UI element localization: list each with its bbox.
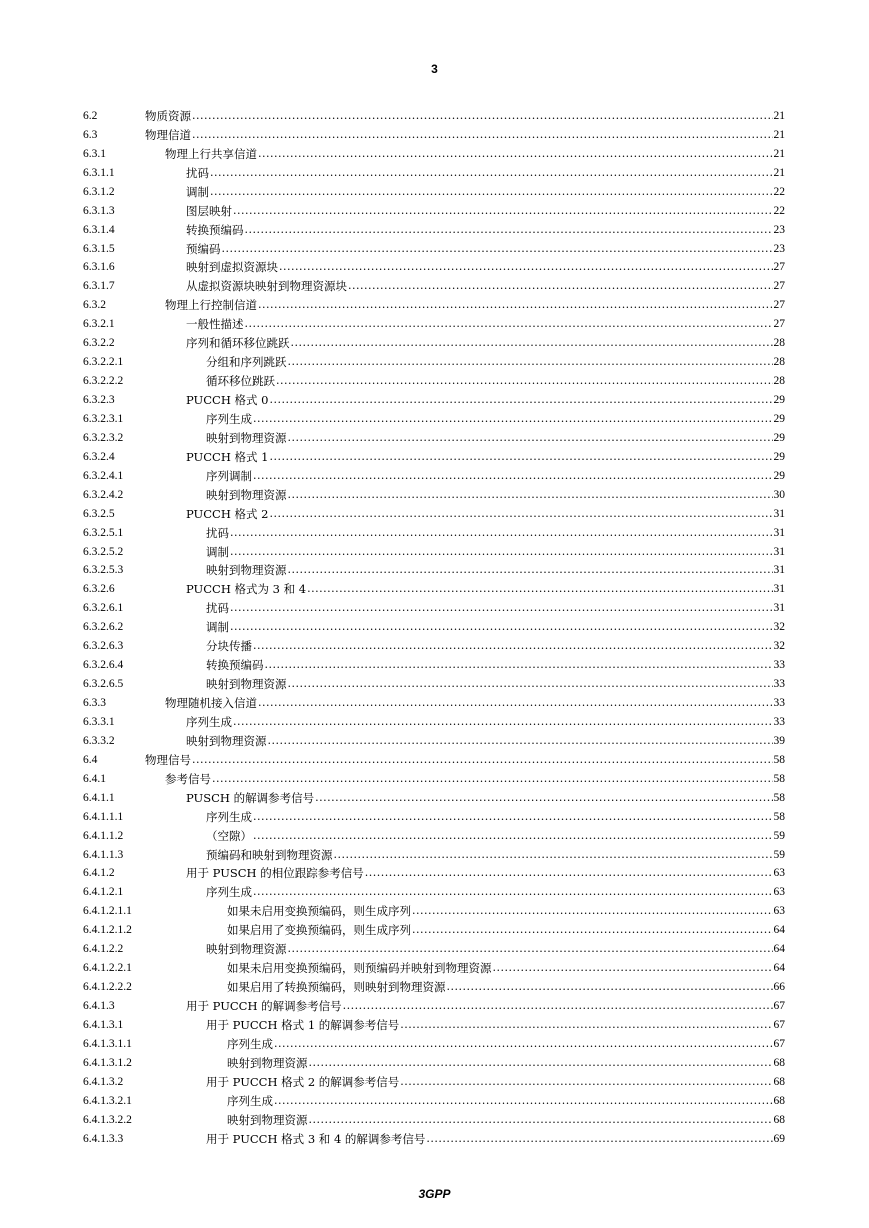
toc-entry[interactable] [83,256,785,275]
toc-entry-number: 6.4.1.2.2 [83,943,124,956]
toc-entry-page: 58 [773,791,785,804]
toc-entry-page: 28 [773,375,785,388]
toc-entry-number: 6.3.2.6.3 [83,640,124,653]
toc-entry-number: 6.4.1.3.2.2 [83,1113,132,1126]
toc-entry-number: 6.3.2.6 [83,583,115,596]
toc-dot-leader [253,639,773,653]
toc-entry[interactable] [83,824,785,843]
toc-entry-title: 映射到物理资源 [206,430,287,445]
toc-dot-leader [233,204,773,218]
toc-dot-leader [493,961,773,975]
toc-entry-title: 物理上行控制信道 [165,298,257,313]
toc-dot-leader [258,298,773,312]
toc-entry-number: 6.3.2.3.2 [83,431,124,444]
toc-entry-title: 序列生成 [227,1036,273,1051]
toc-entry-number: 6.3.1.4 [83,223,115,236]
toc-entry-title: 序列生成 [186,714,232,729]
toc-dot-leader [210,166,773,180]
toc-dot-leader [253,810,773,824]
toc-entry[interactable] [83,634,785,653]
toc-dot-leader [288,563,773,577]
toc-entry[interactable] [83,615,785,634]
toc-entry-number: 6.4.1.2.1 [83,886,124,899]
toc-entry-number: 6.3.3 [83,697,106,709]
toc-dot-leader [192,109,773,123]
toc-entry-title: 用于 PUCCH 格式 2 的解调参考信号 [206,1074,400,1089]
toc-entry-number: 6.4.1.2.2.2 [83,981,132,994]
toc-entry-title: 用于 PUCCH 格式 3 和 4 的解调参考信号 [206,1131,426,1146]
toc-entry[interactable] [83,918,785,937]
toc-dot-leader [426,1132,772,1146]
toc-dot-leader [192,128,773,142]
toc-entry-number: 6.3.2.5.3 [83,564,124,577]
toc-entry-title: 物理上行共享信道 [165,146,257,161]
toc-entry-number: 6.4.1.3 [83,1000,115,1012]
toc-entry-number: 6.3.2.6.5 [83,678,124,691]
toc-dot-leader [268,734,773,748]
toc-entry-number: 6.3.1.5 [83,242,115,255]
toc-entry-page: 67 [773,1018,785,1031]
toc-entry[interactable] [83,218,785,237]
toc-entry-number: 6.4.1.2.1.1 [83,905,132,918]
toc-entry-page: 31 [773,526,785,539]
toc-dot-leader [265,658,773,672]
toc-entry[interactable] [83,1013,785,1032]
toc-entry-number: 6.3.2.3 [83,394,115,406]
toc-entry-page: 33 [773,659,785,672]
toc-entry-page: 64 [773,924,785,937]
toc-entry[interactable] [83,161,785,180]
toc-entry-number: 6.3.2.5.2 [83,545,124,558]
toc-entry[interactable] [83,1070,785,1089]
toc-entry-title: PUCCH 格式 2 [186,506,269,521]
toc-entry-number: 6.4.1.2 [83,867,115,880]
toc-entry-page: 21 [773,147,785,160]
toc-entry-page: 67 [773,1037,785,1050]
toc-dot-leader [309,1056,773,1070]
toc-entry-page: 63 [773,867,785,880]
toc-entry-page: 59 [773,848,785,861]
toc-entry-number: 6.3.2.4.2 [83,488,124,501]
toc-entry-page: 21 [773,109,785,122]
toc-entry[interactable] [83,710,785,729]
toc-dot-leader [258,147,773,161]
toc-entry-title: 扰码 [206,525,229,540]
toc-entry[interactable] [83,502,785,521]
toc-entry-number: 6.4.1.1.2 [83,829,124,842]
toc-entry-page: 39 [773,734,785,747]
toc-entry-number: 6.4.1.2.2.1 [83,962,132,975]
toc-entry-title: 从虚拟资源块映射到物理资源块 [186,279,347,294]
toc-entry-page: 29 [773,431,785,444]
toc-dot-leader [348,279,773,293]
toc-entry-page: 69 [773,1132,785,1145]
toc-dot-leader [253,885,773,899]
toc-entry-page: 31 [773,583,785,596]
toc-entry[interactable] [83,142,785,161]
toc-dot-leader [412,923,773,937]
toc-entry-page: 64 [773,962,785,975]
page-number: 3 [431,62,438,76]
toc-dot-leader [274,1037,773,1051]
toc-entry-number: 6.3.1.3 [83,204,115,217]
toc-entry-number: 6.4.1 [83,772,106,785]
toc-entry-number: 6.3.1.1 [83,166,115,179]
toc-entry-title: 映射到物理资源 [227,1112,308,1127]
toc-dot-leader [400,1075,772,1089]
toc-entry-title: 序列调制 [206,468,252,483]
toc-entry-page: 28 [773,337,785,350]
toc-entry[interactable] [83,805,785,824]
toc-entry-title: （空隙） [206,828,252,843]
toc-entry-title: 物理信道 [145,127,191,142]
toc-entry-page: 33 [773,697,785,709]
toc-entry-title: 序列生成 [206,411,252,426]
toc-entry-number: 6.4.1.1.1 [83,810,124,823]
toc-dot-leader [309,1113,773,1127]
toc-entry-page: 27 [773,318,785,331]
toc-entry-title: 如果启用了转换预编码，则映射到物理资源 [227,980,446,995]
toc-entry-title: 用于 PUSCH 的相位跟踪参考信号 [186,866,364,881]
toc-entry-title: 序列生成 [206,885,252,900]
toc-entry[interactable] [83,483,785,502]
toc-entry[interactable] [83,899,785,918]
toc-entry[interactable] [83,123,785,142]
toc-entry-number: 6.3.1.2 [83,185,115,198]
toc-entry-page: 28 [773,356,785,369]
toc-entry-page: 29 [773,450,785,463]
toc-entry-page: 29 [773,394,785,406]
toc-entry[interactable] [83,862,785,881]
toc-entry-page: 22 [773,204,785,217]
toc-dot-leader [334,848,773,862]
toc-entry-page: 27 [773,280,785,293]
toc-entry-number: 6.3.2.6.1 [83,602,124,615]
toc-entry-title: 调制 [206,620,229,635]
toc-entry-number: 6.3.3.2 [83,734,115,747]
toc-dot-leader [365,866,773,880]
toc-entry-page: 68 [773,1113,785,1126]
toc-entry-page: 23 [773,223,785,236]
toc-dot-leader [258,696,773,710]
toc-entry-title: 转换预编码 [206,658,264,673]
toc-entry[interactable] [83,975,785,994]
toc-entry-title: 调制 [186,184,209,199]
toc-dot-leader [412,904,773,918]
toc-entry[interactable] [83,445,785,464]
toc-entry[interactable] [83,521,785,540]
toc-entry-number: 6.3.1.7 [83,280,115,293]
toc-entry-title: 预编码 [186,241,221,256]
toc-entry-page: 31 [773,564,785,577]
toc-entry-number: 6.3.2.5 [83,507,115,520]
toc-dot-leader [212,772,773,786]
toc-entry[interactable] [83,880,785,899]
toc-entry-page: 21 [773,166,785,179]
toc-entry[interactable] [83,937,785,956]
toc-entry[interactable] [83,237,785,256]
toc-dot-leader [253,469,773,483]
toc-dot-leader [269,450,772,464]
toc-dot-leader [291,336,773,350]
toc-entry-number: 6.3.2.2 [83,337,115,350]
toc-dot-leader [447,980,773,994]
toc-entry-page: 32 [773,640,785,653]
toc-entry[interactable] [83,293,785,312]
toc-entry[interactable] [83,1032,785,1051]
toc-entry-number: 6.3.2.6.2 [83,621,124,634]
toc-entry-page: 29 [773,412,785,425]
toc-entry[interactable] [83,388,785,407]
toc-entry-page: 31 [773,602,785,615]
toc-entry-page: 68 [773,1075,785,1088]
footer-label: 3GPP [418,1187,451,1201]
toc-entry-title: 映射到物理资源 [186,733,267,748]
toc-entry-page: 66 [773,981,785,994]
toc-dot-leader [274,1094,773,1108]
toc-dot-leader [288,677,773,691]
toc-entry-number: 6.2 [83,109,98,122]
toc-entry-page: 33 [773,678,785,691]
toc-dot-leader [233,715,773,729]
toc-entry[interactable] [83,729,785,748]
toc-entry-number: 6.4.1.3.1 [83,1018,124,1031]
toc-entry[interactable] [83,312,785,331]
toc-dot-leader [230,545,773,559]
toc-entry-title: 序列生成 [227,1093,273,1108]
toc-entry-page: 68 [773,1056,785,1069]
toc-dot-leader [230,601,773,615]
toc-dot-leader [288,942,773,956]
toc-entry-title: 物理随机接入信道 [165,696,257,710]
toc-entry-number: 6.3.2.4 [83,450,115,463]
toc-entry-page: 27 [773,261,785,274]
toc-entry-page: 64 [773,943,785,956]
toc-entry-title: 物质资源 [145,108,191,123]
toc-entry-number: 6.4.1.3.3 [83,1132,124,1145]
toc-entry[interactable] [83,577,785,596]
toc-entry-page: 67 [773,1000,785,1012]
toc-dot-leader [210,185,773,199]
toc-entry[interactable] [83,331,785,350]
toc-entry-page: 58 [773,753,785,766]
toc-entry-number: 6.4.1.3.2 [83,1075,124,1088]
toc-entry-number: 6.3.2.6.4 [83,659,124,672]
toc-entry[interactable] [83,464,785,483]
toc-entry-page: 31 [773,507,785,520]
toc-entry-title: 扰码 [206,601,229,616]
toc-entry-number: 6.4.1.2.1.2 [83,924,132,937]
toc-dot-leader [245,223,773,237]
toc-entry-title: 映射到物理资源 [227,1055,308,1070]
toc-entry-title: 映射到物理资源 [206,942,287,957]
toc-entry-number: 6.3.3.1 [83,715,115,728]
toc-entry[interactable] [83,994,785,1013]
toc-entry[interactable] [83,653,785,672]
toc-entry[interactable] [83,407,785,426]
toc-entry-title: 如果启用了变换预编码，则生成序列 [227,923,411,938]
toc-entry-title: 序列生成 [206,809,252,824]
toc-dot-leader [192,753,773,767]
toc-entry-number: 6.4.1.1 [83,791,115,804]
toc-entry[interactable] [83,1127,785,1146]
toc-entry-title: 图层映射 [186,203,232,218]
toc-entry-page: 23 [773,242,785,255]
toc-entry-page: 31 [773,545,785,558]
toc-entry[interactable] [83,672,785,691]
toc-entry-title: 调制 [206,544,229,559]
toc-entry-title: 分块传播 [206,639,252,654]
toc-dot-leader [253,412,773,426]
toc-entry-title: 如果未启用变换预编码，则生成序列 [227,904,411,919]
toc-entry[interactable] [83,104,785,123]
toc-entry-title: 如果未启用变换预编码，则预编码并映射到物理资源 [227,961,492,976]
toc-entry-page: 22 [773,185,785,198]
toc-entry[interactable] [83,180,785,199]
toc-entry-number: 6.3 [83,128,98,141]
toc-dot-leader [315,791,772,805]
toc-entry-page: 68 [773,1094,785,1107]
toc-entry-title: PUCCH 格式 0 [186,393,269,407]
toc-entry-number: 6.3.1.6 [83,261,115,274]
toc-entry-number: 6.4.1.1.3 [83,848,124,861]
toc-entry-page: 58 [773,810,785,823]
toc-entry-title: 参考信号 [165,771,211,786]
toc-entry-number: 6.3.2.5.1 [83,526,124,539]
table-of-contents [83,104,785,1146]
toc-entry-title: 映射到物理资源 [206,677,287,692]
toc-entry-page: 58 [773,772,785,785]
toc-entry[interactable] [83,748,785,767]
toc-entry-number: 6.3.2 [83,299,106,312]
toc-entry-page: 33 [773,715,785,728]
toc-entry[interactable] [83,1108,785,1127]
toc-dot-leader [343,999,773,1013]
toc-entry[interactable] [83,199,785,218]
toc-entry-title: 映射到物理资源 [206,563,287,578]
toc-entry-title: 转换预编码 [186,222,244,237]
toc-entry[interactable] [83,956,785,975]
toc-dot-leader [307,582,772,596]
toc-entry-number: 6.4.1.3.1.2 [83,1056,132,1069]
toc-entry-number: 6.4.1.3.1.1 [83,1037,132,1050]
toc-entry[interactable] [83,596,785,615]
toc-entry-page: 59 [773,829,785,842]
toc-entry[interactable] [83,350,785,369]
toc-entry-title: PUCCH 格式为 3 和 4 [186,582,307,597]
toc-entry-number: 6.4 [83,753,98,766]
toc-entry-title: 映射到虚拟资源块 [186,260,278,275]
toc-dot-leader [230,620,773,634]
toc-entry-page: 32 [773,621,785,634]
toc-entry-title: 扰码 [186,165,209,180]
toc-entry-title: 用于 PUCCH 格式 1 的解调参考信号 [206,1017,400,1032]
toc-dot-leader [288,488,773,502]
toc-entry-number: 6.3.2.2.1 [83,356,124,369]
toc-entry-page: 27 [773,299,785,312]
toc-entry-number: 6.4.1.3.2.1 [83,1094,132,1107]
toc-dot-leader [269,507,772,521]
toc-entry-title: 预编码和映射到物理资源 [206,847,333,862]
toc-entry-title: PUSCH 的解调参考信号 [186,790,315,805]
toc-dot-leader [276,374,773,388]
toc-entry-title: 一般性描述 [186,317,244,332]
toc-entry[interactable] [83,767,785,786]
toc-dot-leader [288,431,773,445]
toc-dot-leader [269,393,772,407]
toc-entry-title: 序列和循环移位跳跃 [186,336,290,351]
toc-dot-leader [400,1018,772,1032]
toc-entry[interactable] [83,1051,785,1070]
toc-entry-page: 63 [773,905,785,918]
toc-entry[interactable] [83,540,785,559]
toc-dot-leader [279,260,773,274]
toc-entry[interactable] [83,843,785,862]
toc-entry[interactable] [83,274,785,293]
toc-entry-title: 循环移位跳跃 [206,374,275,389]
toc-entry-number: 6.3.2.1 [83,318,115,331]
toc-entry-number: 6.3.2.3.1 [83,412,124,425]
toc-dot-leader [288,355,773,369]
toc-entry-page: 29 [773,469,785,482]
toc-entry[interactable] [83,1089,785,1108]
toc-entry[interactable] [83,426,785,445]
toc-entry[interactable] [83,786,785,805]
toc-dot-leader [230,526,773,540]
toc-entry-title: 用于 PUCCH 的解调参考信号 [186,999,342,1013]
toc-entry[interactable] [83,691,785,710]
toc-entry[interactable] [83,559,785,578]
toc-entry-number: 6.3.2.4.1 [83,469,124,482]
toc-dot-leader [245,317,773,331]
toc-entry-number: 6.3.2.2.2 [83,375,124,388]
toc-dot-leader [222,242,773,256]
toc-entry-title: PUCCH 格式 1 [186,449,269,464]
toc-entry-page: 21 [773,128,785,141]
toc-entry-title: 物理信号 [145,752,191,767]
toc-entry-number: 6.3.1 [83,147,106,160]
toc-entry-page: 63 [773,886,785,899]
toc-entry[interactable] [83,369,785,388]
toc-dot-leader [253,829,773,843]
toc-entry-page: 30 [773,488,785,501]
toc-entry-title: 分组和序列跳跃 [206,355,287,370]
toc-entry-title: 映射到物理资源 [206,487,287,502]
